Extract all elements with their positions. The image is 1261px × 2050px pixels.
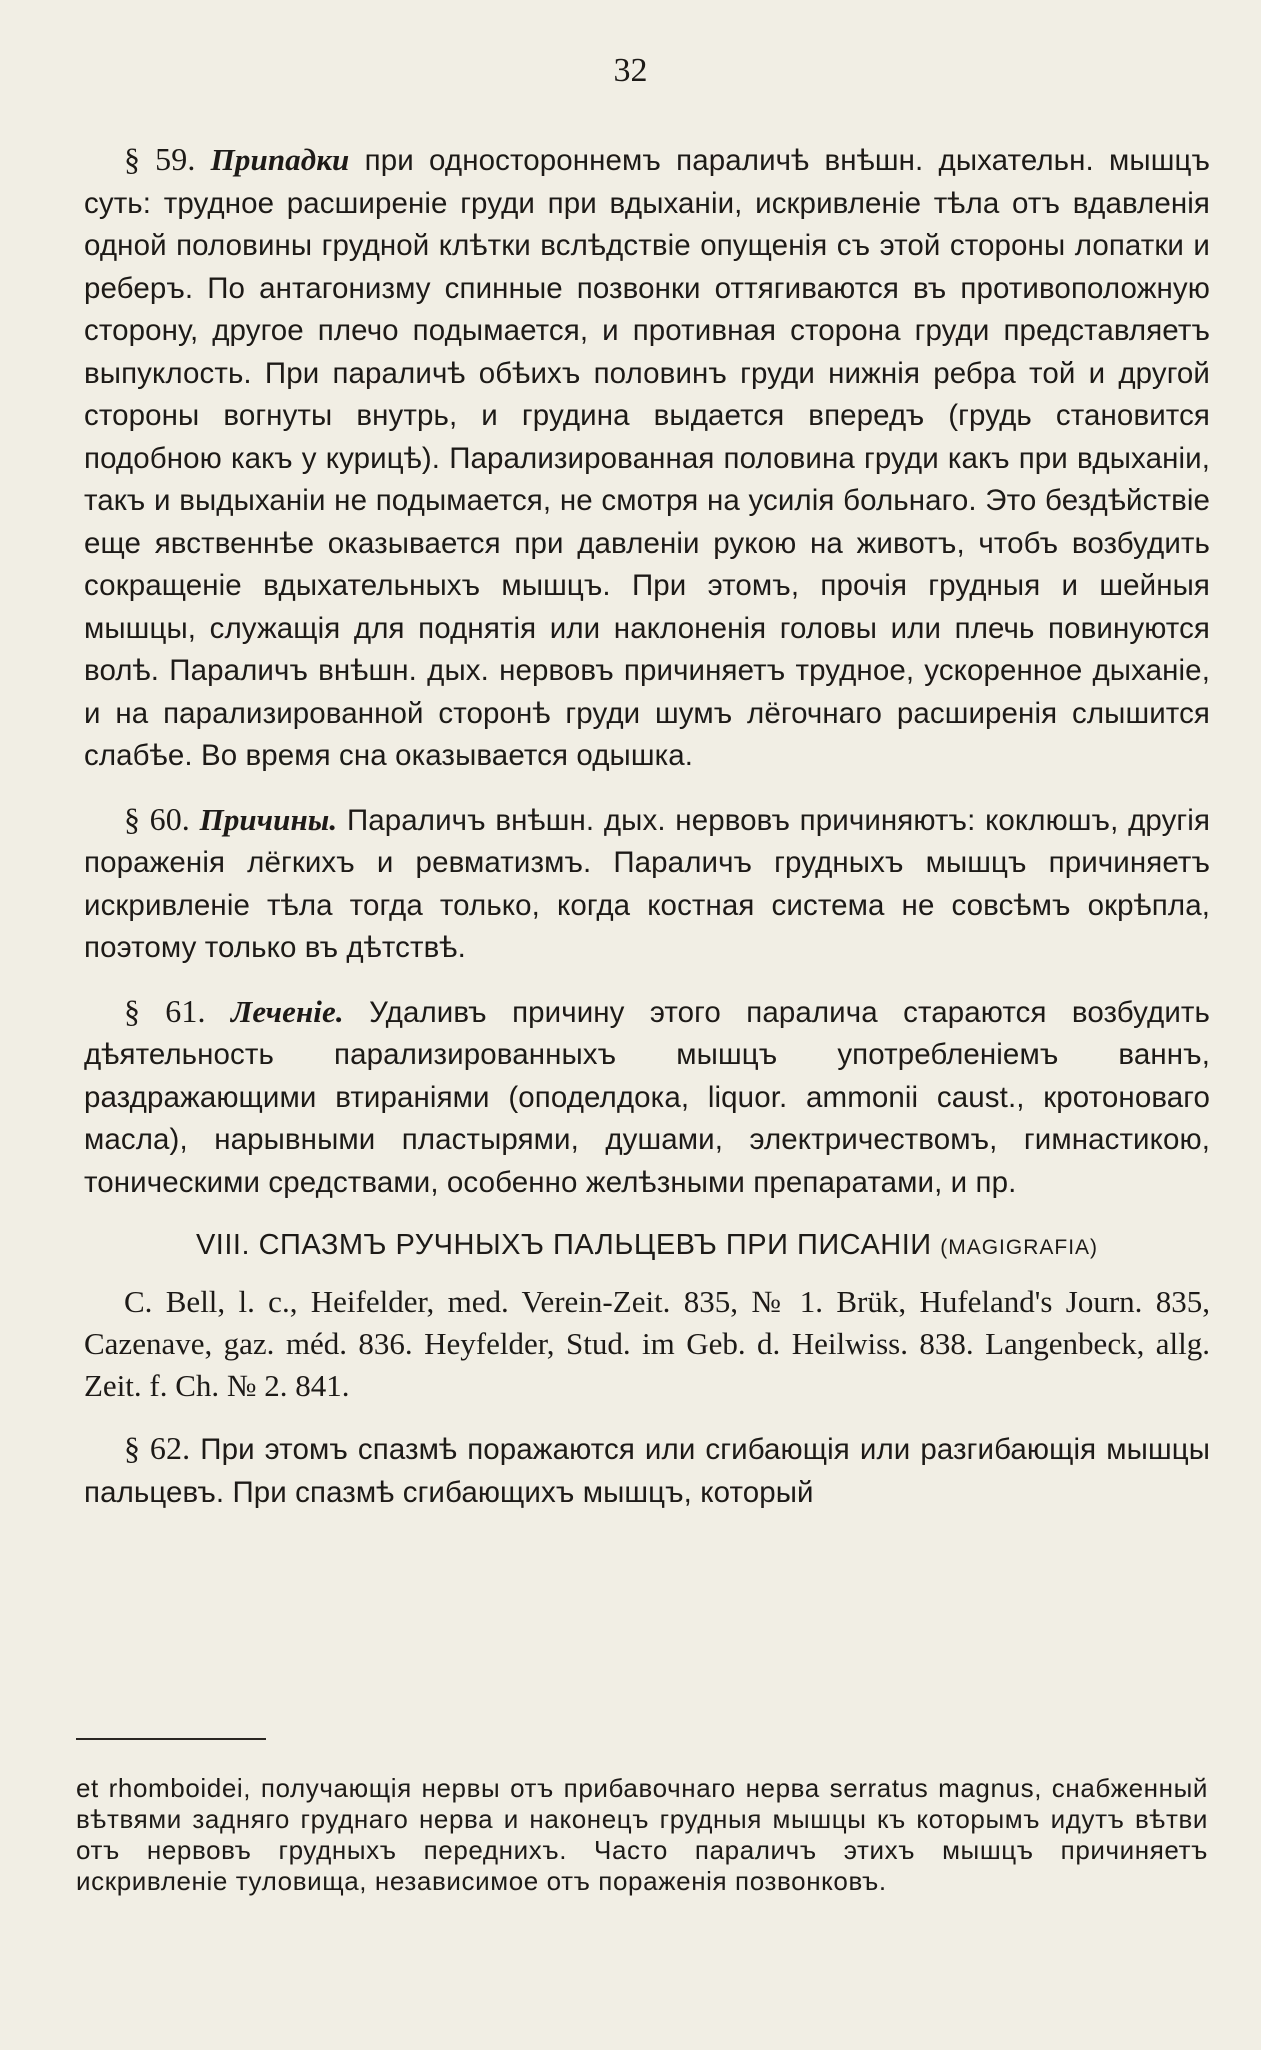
paragraph-61 [84,990,1210,1205]
section-number: § 62. [124,1430,191,1466]
paragraph-60 [84,798,1210,970]
paragraph-59 [84,138,1210,778]
footnote: et rhomboidei, получающія нервы отъ прибавочнаго нерва serratus magnus, снабженный вѣтвями задняго груднаго нерва и наконецъ грудныя мышцы къ которымъ идутъ вѣтви отъ нервовъ грудныхъ переднихъ. Часто параличъ этихъ мышцъ причиняетъ искривленіе туловища, независимое отъ пораженія позвонковъ. [76,1773,1208,1896]
page-number: 32 [613,52,648,89]
section-number: § 59. [124,141,196,177]
paragraph-62 [84,1427,1210,1514]
footnote-separator [76,1738,266,1740]
section-keyword: Причины. [199,801,338,837]
section-keyword: Припадки [210,142,350,177]
references: C. Bell, l. c., Heifelder, med. Verein-Zeit. 835, № 1. Brük, Hufeland's Journ. 835, Cazenave, gaz. méd. 836. Heyfelder, Stud. im Geb. d. Heilwiss. 838. Langenbeck, allg. Zeit. f. Ch. № 2. 841. [84,1284,1210,1403]
main-text [84,138,1210,1534]
section-number: § 61. [124,992,206,1029]
chapter-heading-main: VIII. СПАЗМЪ РУЧНЫХЪ ПАЛЬЦЕВЪ ПРИ ПИСАНІИ [195,1229,932,1261]
paragraph-text: Удаливъ причину этого паралича стараются возбудить дѣятельность парализированныхъ мышцъ употребленіемъ ваннъ, раздражающими втираніями (оподелдока, liquor. ammonii caust., кротоноваго масла), нарывными пластырями, душами, электричествомъ, гимнастикою, тоническими средствами, особенно желѣзными препаратами, и пр. [84,995,1211,1199]
chapter-heading [84,1224,1210,1269]
paragraph-text: Параличъ внѣшн. дых. нервовъ причиняютъ: коклюшъ, другія пораженія лёгкихъ и ревматизмъ. Параличъ грудныхъ мышцъ причиняетъ искривленіе тѣла тогда только, когда костная система не совсѣмъ окрѣпла, поэтому только въ дѣтствѣ. [84,803,1211,964]
section-number: § 60. [124,800,190,837]
chapter-heading-sub: (MAGIGRAFIA) [940,1236,1099,1259]
paragraph-text: при одностороннемъ параличѣ внѣшн. дыхательн. мышцъ суть: трудное расширеніе груди при вдыханіи, искривленіе тѣла отъ вдавленія одной половины грудной клѣтки вслѣдствіе опущенія съ этой стороны лопатки и реберъ. По антагонизму спинные позвонки оттягиваются въ противоположную сторону, другое плечо подымается, и противная сторона груди представляетъ выпуклость. При параличѣ обѣихъ половинъ груди нижнія ребра той и другой стороны вогнуты внутрь, и грудина выдается впередъ (грудь становится подобною какъ у курицѣ). Парализированная половина груди какъ при вдыханіи, такъ и выдыханіи не подымается, не смотря на усилія больнаго. Это бездѣйствіе еще явственнѣе оказывается при давленіи рукою на животъ, чтобъ возбудить сокращеніе вдыхательныхъ мышцъ. При этомъ, прочія грудныя и шейныя мышцы, служащія для поднятія или наклоненія головы или плечь повинуются волѣ. Параличъ внѣшн. дых. нервовъ причиняетъ трудное, ускоренное дыханіе, и на парализированной сторонѣ груди шумъ лёгочнаго расширенія слышится слабѣе. Во время сна оказывается одышка. [84,144,1211,772]
paragraph-text: При этомъ спазмѣ поражаются или сгибающія или разгибающія мышцы пальцевъ. При спазмѣ сгибающихъ мышцъ, который [84,1433,1211,1509]
section-keyword: Леченіе. [230,993,344,1029]
